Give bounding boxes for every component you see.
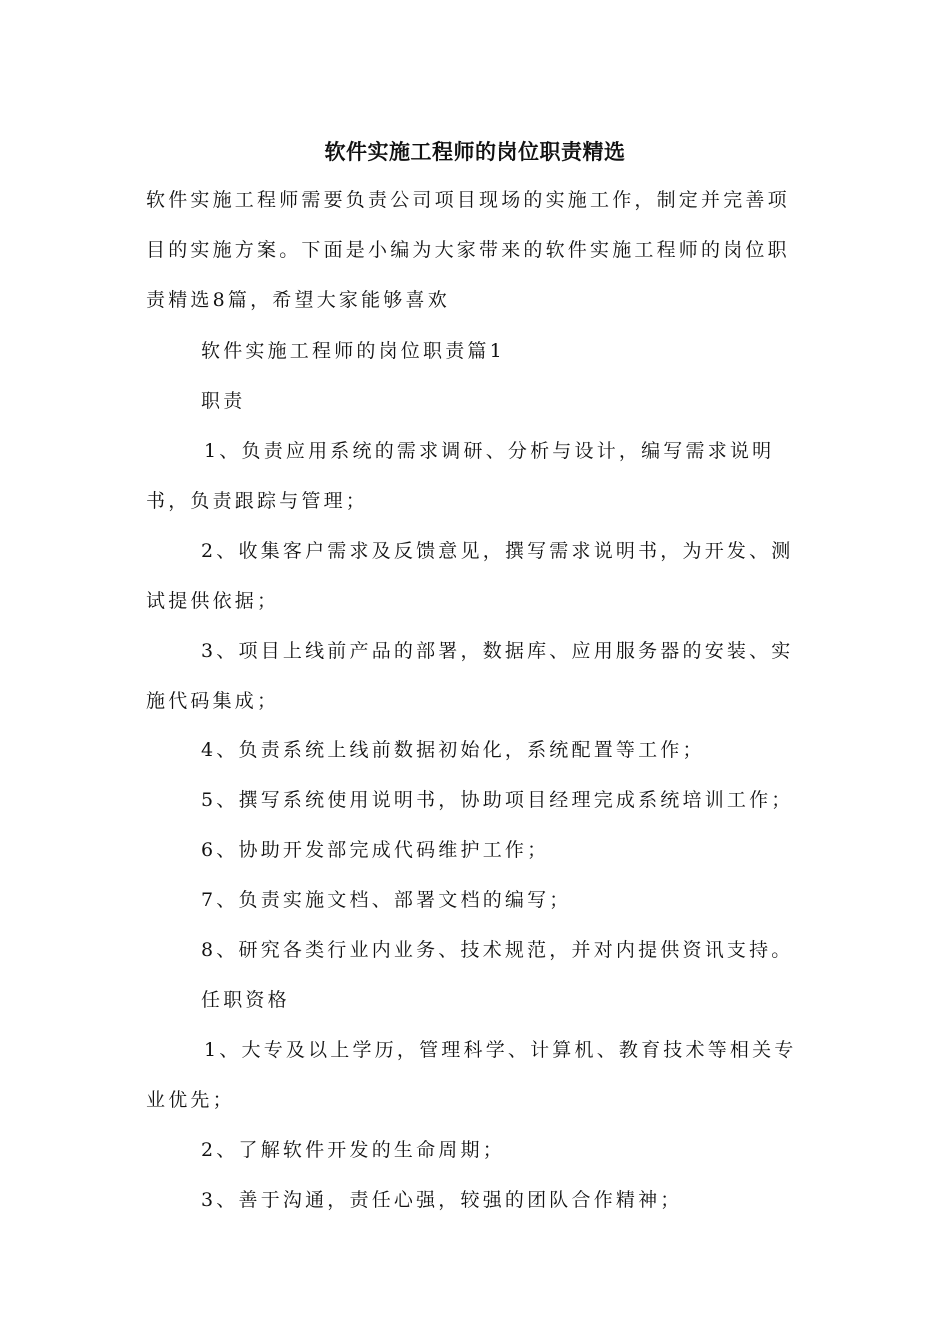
qualifications-heading: 任职资格: [201, 989, 290, 1011]
section-heading: 软件实施工程师的岗位职责篇1: [201, 340, 505, 362]
duty-3-line-1: 3、项目上线前产品的部署，数据库、应用服务器的安装、实: [201, 640, 794, 662]
duty-1-line-1: 1、负责应用系统的需求调研、分析与设计，编写需求说明: [204, 440, 775, 462]
duty-2-line-1: 2、收集客户需求及反馈意见，撰写需求说明书，为开发、测: [201, 540, 794, 562]
qual-3: 3、善于沟通，责任心强，较强的团队合作精神；: [201, 1189, 683, 1211]
qual-2: 2、了解软件开发的生命周期；: [201, 1139, 505, 1161]
qual-1-line-2: 业优先；: [146, 1089, 235, 1111]
intro-line-1: 软件实施工程师需要负责公司项目现场的实施工作，制定并完善项: [146, 189, 790, 211]
duty-5: 5、撰写系统使用说明书，协助项目经理完成系统培训工作；: [201, 789, 794, 811]
duties-heading: 职责: [201, 390, 246, 412]
intro-line-2: 目的实施方案。下面是小编为大家带来的软件实施工程师的岗位职: [146, 239, 790, 261]
duty-6: 6、协助开发部完成代码维护工作；: [201, 839, 550, 861]
duty-2-line-2: 试提供依据；: [146, 590, 280, 612]
intro-line-3: 责精选8篇，希望大家能够喜欢: [146, 289, 450, 311]
duty-8: 8、研究各类行业内业务、技术规范，并对内提供资讯支持。: [201, 939, 794, 961]
document-title: 软件实施工程师的岗位职责精选: [324, 140, 626, 164]
duty-7: 7、负责实施文档、部署文档的编写；: [201, 889, 572, 911]
duty-4: 4、负责系统上线前数据初始化，系统配置等工作；: [201, 739, 705, 761]
duty-1-line-2: 书，负责跟踪与管理；: [146, 490, 369, 512]
qual-1-line-1: 1、大专及以上学历，管理科学、计算机、教育技术等相关专: [204, 1039, 797, 1061]
duty-3-line-2: 施代码集成；: [146, 690, 280, 712]
